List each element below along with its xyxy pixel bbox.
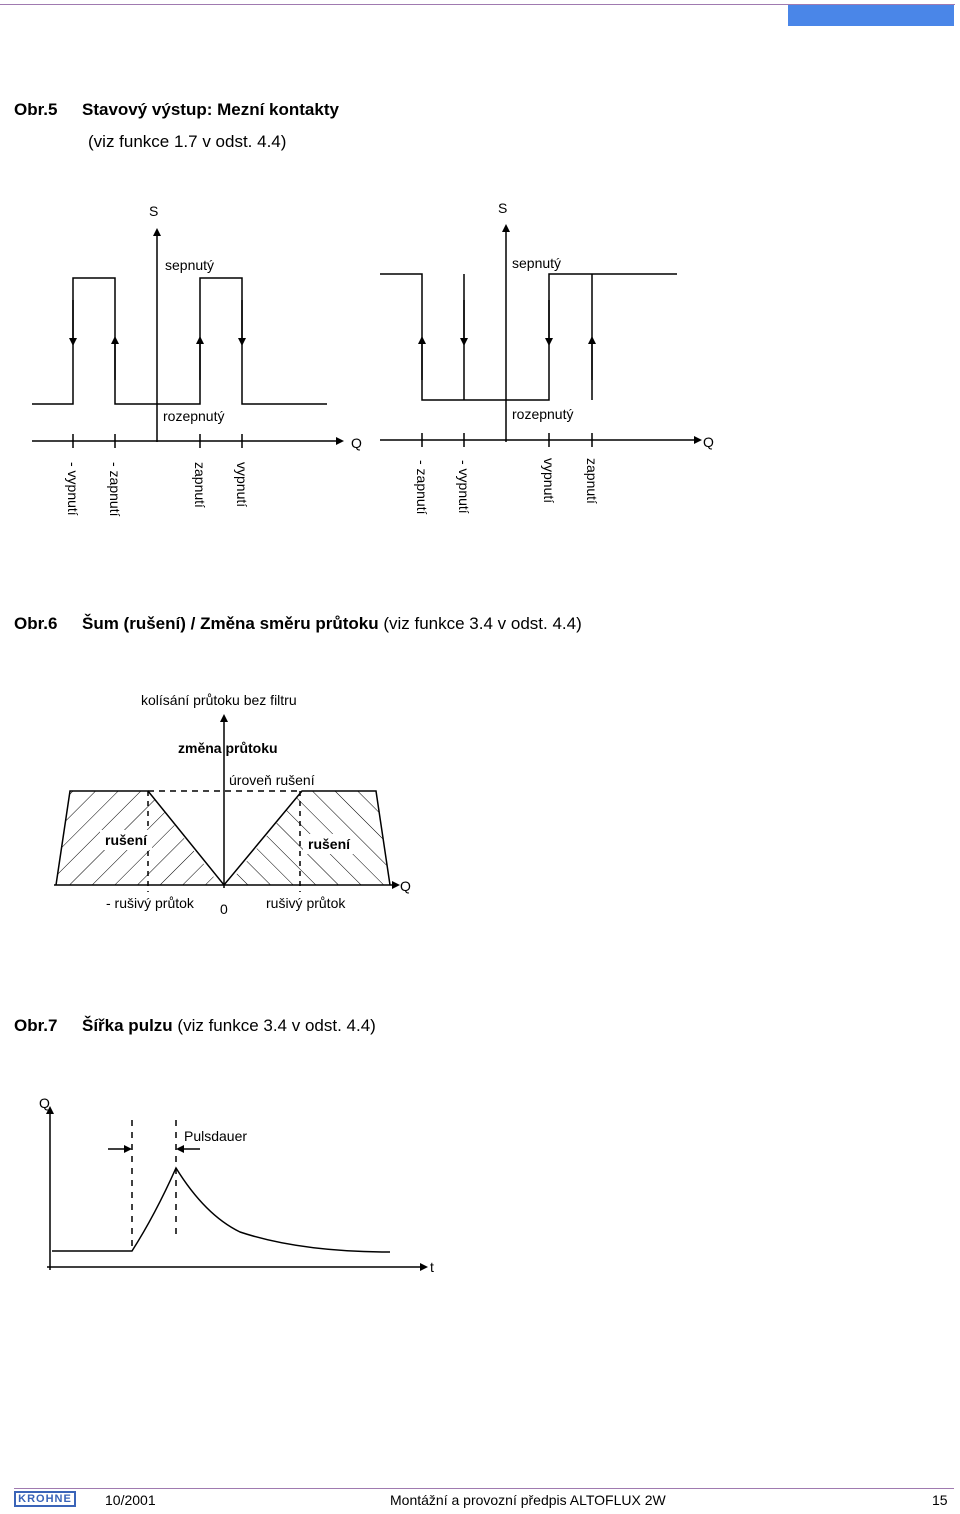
fig6-neg-noise-flow-label: - rušivý průtok [106, 895, 194, 911]
fig6-label: Obr.6 [14, 614, 58, 633]
fig5-left-hysteresis-curve [32, 278, 327, 404]
fig7-title [82, 1016, 376, 1036]
fig5-label: Obr.5 [14, 100, 58, 119]
fig5-left-upper-state: sepnutý [165, 257, 215, 273]
fig6-title [82, 614, 582, 634]
fig7-pulse-curve [52, 1168, 390, 1252]
fig5-right-tick-label: - zapnutí [414, 460, 430, 515]
fig6-fluctuation-label: kolísání průtoku bez filtru [141, 692, 297, 708]
fig6-zero-label: 0 [220, 901, 228, 917]
fig5-left-lower-state: rozepnutý [163, 408, 225, 424]
fig6-noise-left-label: rušení [105, 832, 148, 848]
fig6-noise-right-label: rušení [308, 836, 351, 852]
footer-rule [14, 1488, 954, 1489]
fig5-right-s-label: S [498, 200, 508, 216]
fig5-left-tick-label: - zapnutí [107, 462, 123, 517]
fig5-left-tick-label: vypnutí [234, 462, 250, 508]
fig5-right-hysteresis-curve [380, 274, 677, 400]
fig6-noise-flow-label: rušivý průtok [266, 895, 346, 911]
fig5-title: Stavový výstup: Mezní kontakty [82, 100, 339, 119]
fig5-right-tick-label: - vypnutí [456, 460, 472, 514]
fig6-q-label: Q [400, 878, 411, 894]
fig7-diagram [0, 1090, 960, 1290]
fig6-title-rest: (viz funkce 3.4 v odst. 4.4) [378, 614, 582, 633]
krohne-logo: KROHNE [14, 1491, 76, 1507]
fig5-left-s-label: S [149, 203, 159, 219]
fig5-left-tick-label: zapnutí [192, 462, 208, 508]
fig5-right-tick-label: zapnutí [584, 458, 600, 504]
fig7-q-label: Q [39, 1095, 50, 1111]
fig6-noise-level-label: úroveň rušení [229, 772, 315, 788]
fig5-subtitle: (viz funkce 1.7 v odst. 4.4) [88, 132, 287, 151]
fig7-title-bold: Šířka pulzu [82, 1016, 173, 1035]
fig7-label: Obr.7 [14, 1016, 58, 1035]
fig5-left-q-label: Q [351, 435, 362, 451]
fig5-right-lower-state: rozepnutý [512, 406, 574, 422]
footer-doc-title: Montážní a provozní předpis ALTOFLUX 2W [390, 1492, 666, 1508]
fig5-diagram [0, 0, 960, 530]
footer-page-number: 15 [932, 1492, 948, 1508]
fig7-pulse-label: Pulsdauer [184, 1128, 248, 1144]
fig6-diagram [0, 660, 960, 960]
fig5-left-tick-label: - vypnutí [65, 462, 81, 516]
fig5-right-tick-label: vypnutí [541, 458, 557, 504]
fig6-title-bold: Šum (rušení) / Změna směru průtoku [82, 614, 379, 633]
fig5-right-q-label: Q [703, 434, 714, 450]
fig6-flow-change-label: změna průtoku [178, 740, 278, 756]
fig7-title-rest: (viz funkce 3.4 v odst. 4.4) [172, 1016, 376, 1035]
footer-date: 10/2001 [105, 1492, 156, 1508]
fig5-right-upper-state: sepnutý [512, 255, 562, 271]
fig7-t-label: t [430, 1259, 434, 1275]
